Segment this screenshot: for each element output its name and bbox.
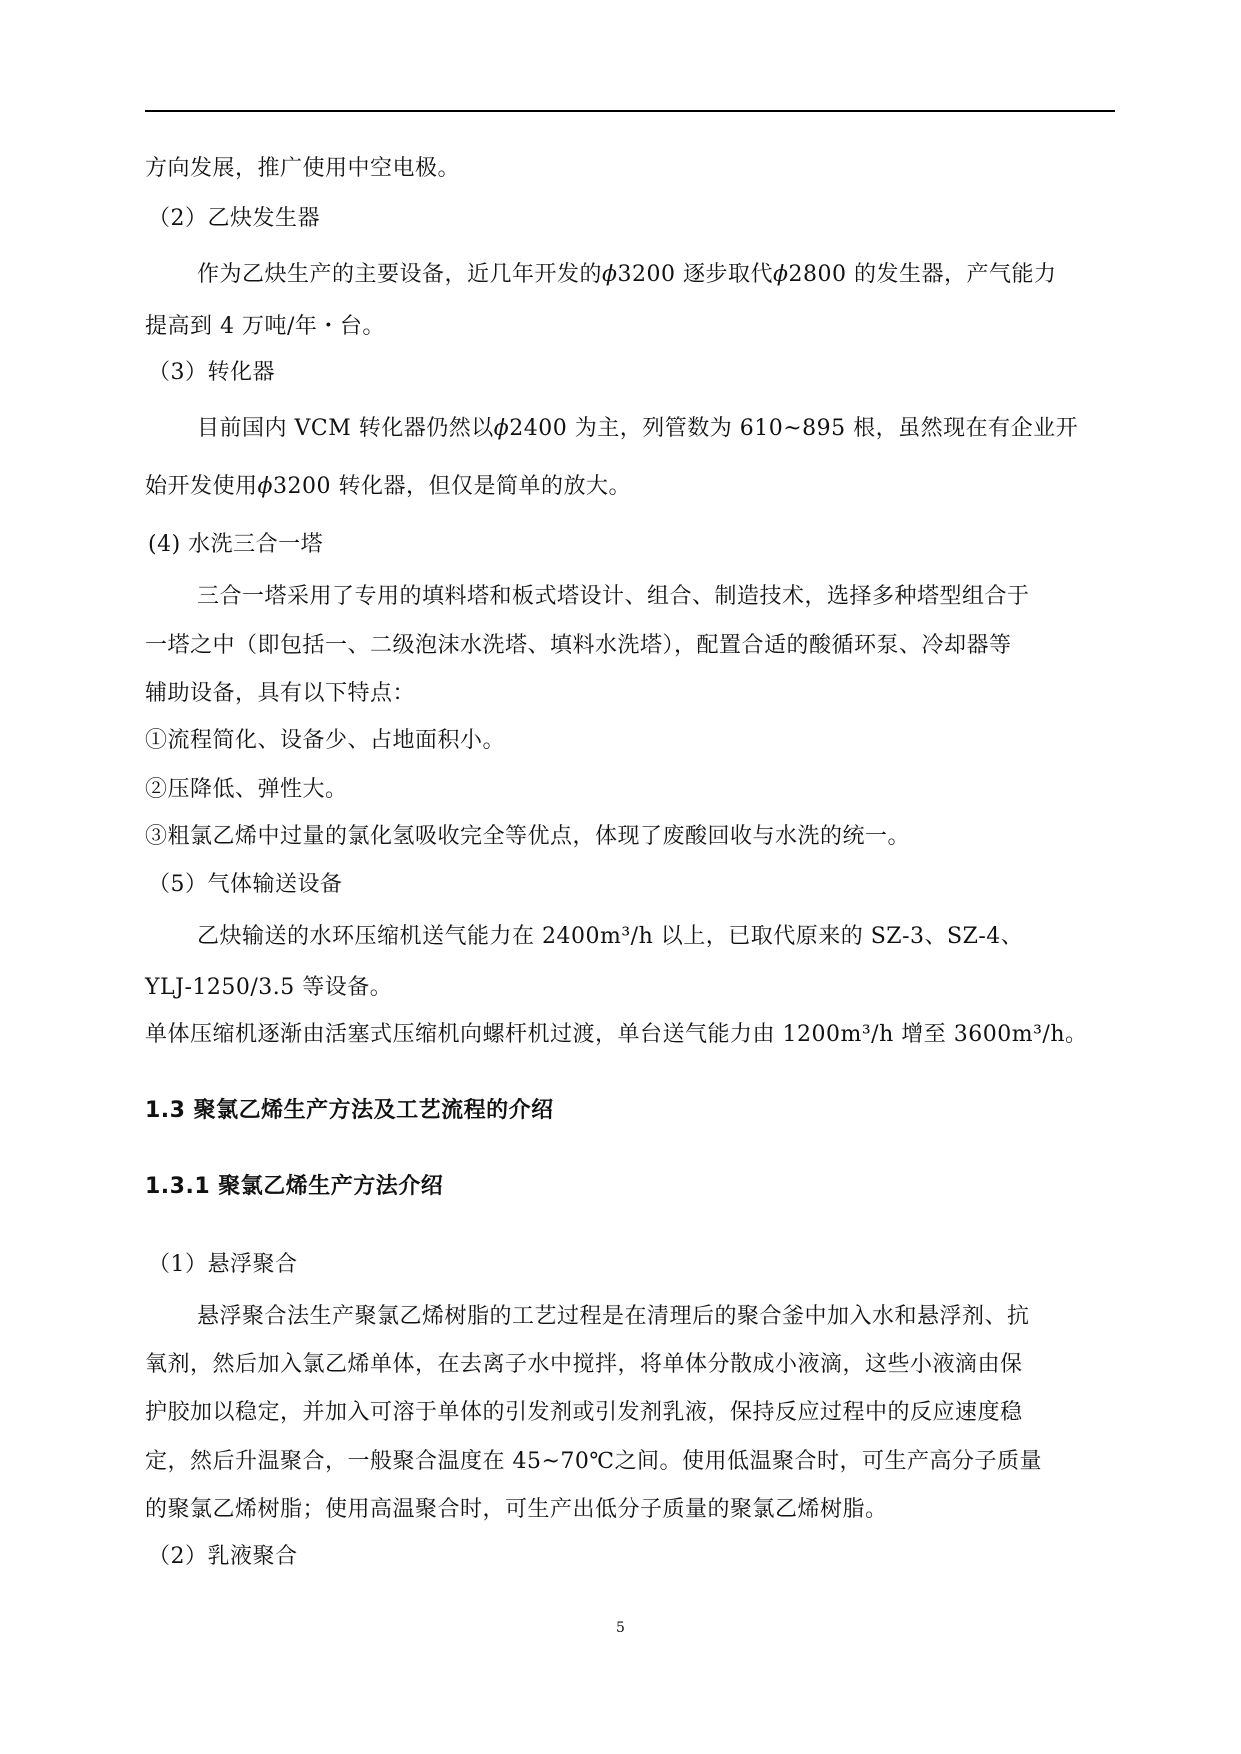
paragraph-line: 辅助设备，具有以下特点： [145,681,416,706]
phi-symbol: ϕ [493,416,510,441]
phi-symbol: ϕ [602,262,618,287]
paragraph-line: 方向发展，推广使用中空电极。 [145,156,461,181]
paragraph-line: 目前国内 VCM 转化器仍然以ϕ2400 为主，列管数为 610~895 根，虽然现在有企业开 [197,416,1079,441]
subsection-heading: （2）乙炔发生器 [148,206,320,231]
subsection-heading: （3）转化器 [148,360,275,385]
paragraph-line: YLJ-1250/3.5 等设备。 [145,975,393,1000]
paragraph-line: 单体压缩机逐渐由活塞式压缩机向螺杆机过渡，单台送气能力由 1200m³/h 增至 3600m³/h。 [145,1022,1088,1047]
paragraph-line: 一塔之中（即包括一、二级泡沫水洗塔、填料水洗塔），配置合适的酸循环泵、冷却器等 [145,633,1012,658]
paragraph-line: 提高到 4 万吨/年・台。 [145,314,385,339]
paragraph-line: 作为乙炔生产的主要设备，近几年开发的ϕ3200 逐步取代ϕ2800 的发生器，产气能力 [197,262,1057,287]
phi-symbol: ϕ [773,262,789,287]
list-item: ②压降低、弹性大。 [145,777,348,802]
paragraph-line: 护胶加以稳定，并加入可溶于单体的引发剂或引发剂乳液，保持反应过程中的反应速度稳 [145,1400,1023,1425]
paragraph-line: 的聚氯乙烯树脂；使用高温聚合时，可生产出低分子质量的聚氯乙烯树脂。 [145,1497,888,1522]
paragraph-line: 定，然后升温聚合，一般聚合温度在 45~70℃之间。使用低温聚合时，可生产高分子质量 [145,1449,1043,1474]
paragraph-line: 始开发使用ϕ3200 转化器，但仅是简单的放大。 [145,474,631,499]
section-heading: 1.3.1 聚氯乙烯生产方法介绍 [145,1174,444,1199]
list-item: ①流程简化、设备少、占地面积小。 [145,728,506,753]
subsection-heading: (4) 水洗三合一塔 [148,532,324,557]
section-heading: 1.3 聚氯乙烯生产方法及工艺流程的介绍 [145,1098,554,1123]
subsection-heading: （5）气体输送设备 [148,872,343,897]
page-number: 5 [616,1620,625,1636]
phi-symbol: ϕ [257,474,274,499]
paragraph-line: 氧剂，然后加入氯乙烯单体，在去离子水中搅拌，将单体分散成小液滴，这些小液滴由保 [145,1352,1023,1377]
subsection-heading: （1）悬浮聚合 [148,1252,298,1277]
paragraph-line: 三合一塔采用了专用的填料塔和板式塔设计、组合、制造技术，选择多种塔型组合于 [197,584,1030,609]
paragraph-line: 乙炔输送的水环压缩机送气能力在 2400m³/h 以上，已取代原来的 SZ-3、SZ-4、 [197,924,1024,949]
paragraph-line: 悬浮聚合法生产聚氯乙烯树脂的工艺过程是在清理后的聚合釜中加入水和悬浮剂、抗 [197,1304,1030,1329]
header-rule [145,110,1115,112]
list-item: ③粗氯乙烯中过量的氯化氢吸收完全等优点，体现了废酸回收与水洗的统一。 [145,824,911,849]
subsection-heading: （2）乳液聚合 [148,1544,298,1569]
